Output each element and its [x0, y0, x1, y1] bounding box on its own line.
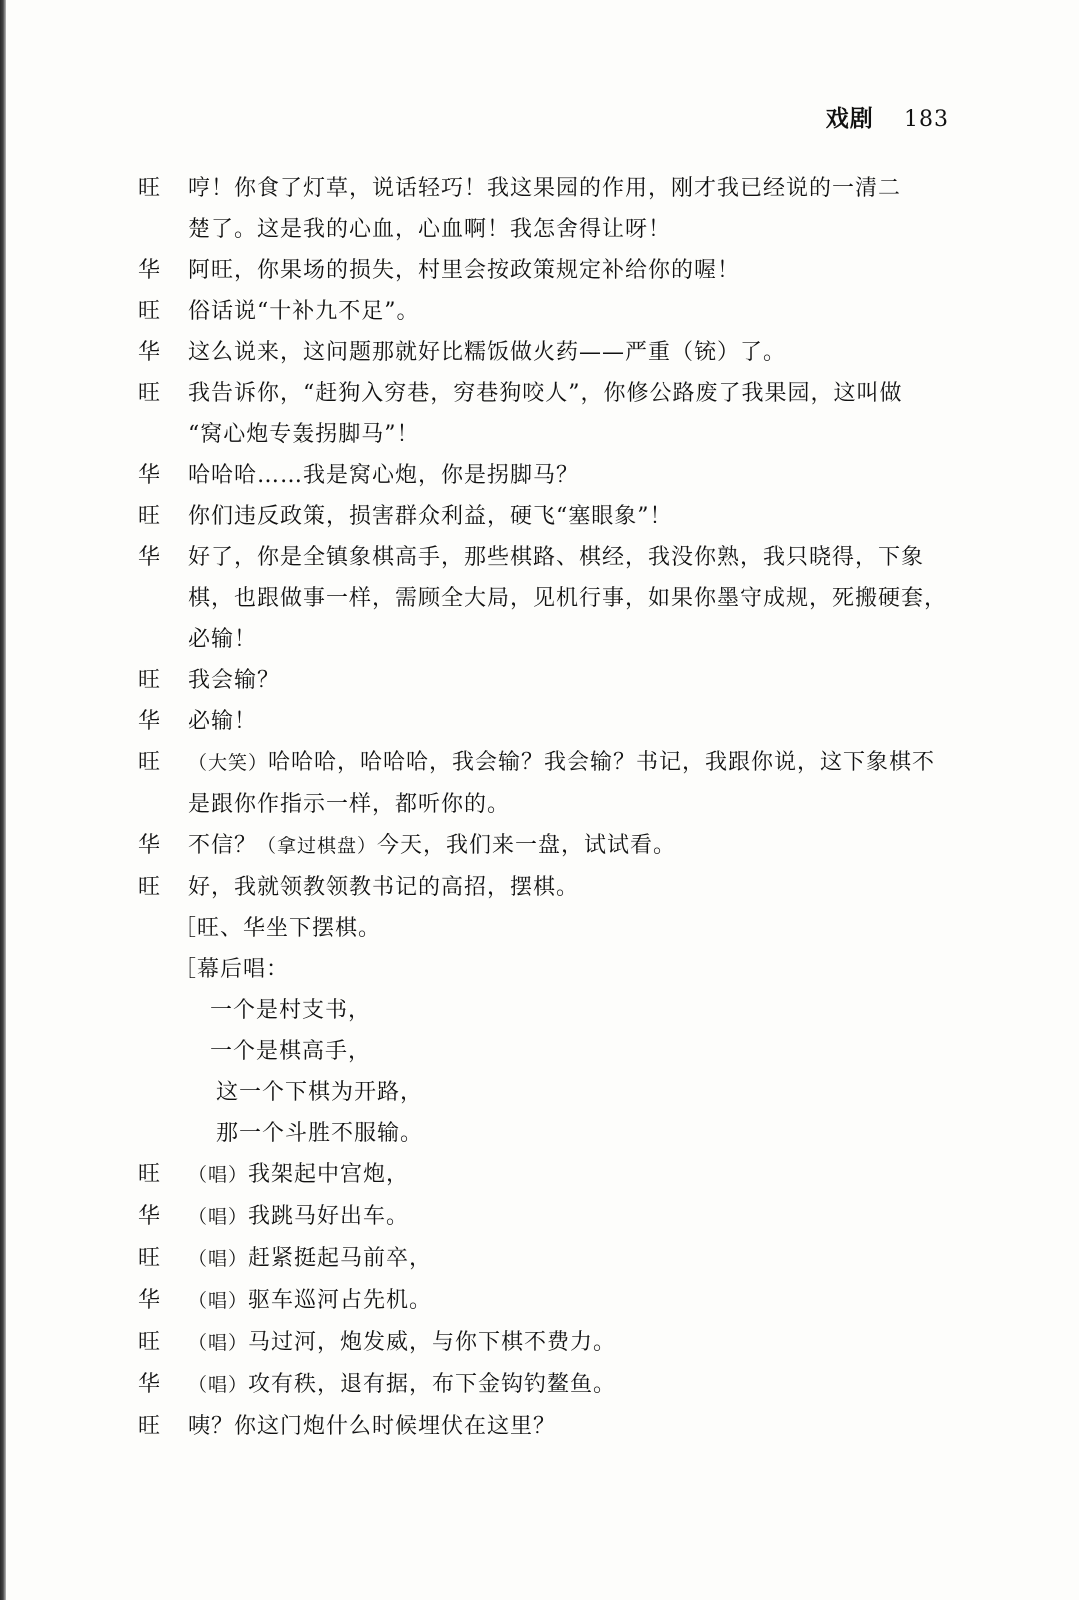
line-text: 棋，也跟做事一样，需顾全大局，见机行事，如果你墨守成规，死搬硬套，	[188, 586, 948, 611]
speaker: 华	[138, 545, 162, 570]
verse-line: 一个是棋高手，	[210, 1039, 372, 1064]
speaker: 华	[138, 709, 162, 734]
script-body	[138, 168, 958, 1447]
dialogue-line	[138, 250, 958, 291]
speaker: 华	[138, 1372, 162, 1397]
line-text: 俗话说“十补九不足”。	[188, 299, 420, 324]
line-text: 我跳马好出车。	[248, 1204, 410, 1229]
line-text: 哈哈哈……我是窝心炮，你是拐脚马？	[188, 463, 580, 488]
section-title: 戏剧	[825, 105, 874, 132]
speaker: 旺	[138, 299, 162, 324]
dialogue-line	[138, 496, 958, 537]
page-number: 183	[904, 107, 949, 132]
speaker	[138, 414, 188, 455]
stage-direction: （唱）	[188, 1164, 249, 1186]
speaker: 旺	[138, 176, 162, 201]
speaker: 旺	[138, 875, 162, 900]
speaker: 旺	[138, 1162, 162, 1187]
line-text: “窝心炮专轰拐脚马”！	[188, 422, 420, 447]
stage-direction: （唱）	[188, 1248, 249, 1270]
speaker: 旺	[138, 381, 162, 406]
dialogue-line	[138, 332, 958, 373]
page-binding-edge	[0, 0, 6, 1600]
stage-direction: （唱）	[188, 1290, 249, 1312]
speaker	[138, 784, 188, 825]
line-text: 咦？你这门炮什么时候埋伏在这里？	[188, 1414, 557, 1439]
speaker: 旺	[138, 668, 162, 693]
verse-line: 那一个斗胜不服输。	[216, 1121, 424, 1146]
dialogue-line	[138, 701, 958, 742]
speaker: 旺	[138, 1246, 162, 1271]
speaker: 旺	[138, 504, 162, 529]
line-text: 好了，你是全镇象棋高手，那些棋路、棋经，我没你熟，我只晓得，下象	[188, 545, 925, 570]
speaker: 华	[138, 463, 162, 488]
line-text: 必输！	[188, 709, 258, 734]
line-text: 不信？	[188, 833, 258, 858]
dialogue-line	[138, 825, 958, 867]
line-text: 阿旺，你果场的损失，村里会按政策规定补给你的喔！	[188, 258, 741, 283]
line-text: 这么说来，这问题那就好比糯饭做火药——严重（铳）了。	[188, 340, 787, 365]
dialogue-line	[138, 373, 958, 414]
line-text: 今天，我们来一盘，试试看。	[377, 833, 677, 858]
dialogue-line	[138, 1406, 958, 1447]
verse-line: 一个是村支书，	[210, 998, 372, 1023]
speaker: 旺	[138, 1414, 162, 1439]
speaker: 华	[138, 258, 162, 283]
speaker: 华	[138, 1204, 162, 1229]
verse-line: 这一个下棋为开路，	[216, 1080, 424, 1105]
stage-direction: （拿过棋盘）	[257, 835, 378, 857]
line-text: 你们违反政策，损害群众利益，硬飞“塞眼象”！	[188, 504, 673, 529]
speaker: 旺	[138, 750, 162, 775]
speaker	[138, 209, 188, 250]
song-line	[138, 1154, 958, 1196]
song-line	[138, 1196, 958, 1238]
stage-direction: （唱）	[188, 1206, 249, 1228]
line-text: 是跟你作指示一样，都听你的。	[188, 792, 511, 817]
line-text: 驱车巡河占先机。	[248, 1288, 433, 1313]
line-text: 哈哈哈，哈哈哈，我会输？我会输？书记，我跟你说，这下象棋不	[268, 750, 936, 775]
speaker: 华	[138, 340, 162, 365]
dialogue-line	[138, 455, 958, 496]
stage-note: ［幕后唱：	[174, 957, 290, 982]
dialogue-line	[138, 291, 958, 332]
dialogue-line	[138, 414, 958, 455]
page-header	[826, 100, 949, 133]
stage-direction: （唱）	[188, 1374, 249, 1396]
dialogue-line	[138, 537, 958, 578]
dialogue-line	[138, 742, 958, 784]
line-text: 攻有秩，退有据，布下金钩钓鳌鱼。	[248, 1372, 617, 1397]
line-text: 我架起中宫炮，	[248, 1162, 410, 1187]
line-text: 楚了。这是我的心血，心血啊！我怎舍得让呀！	[188, 217, 672, 242]
song-line	[138, 1280, 958, 1322]
dialogue-line	[138, 784, 958, 825]
dialogue-line	[138, 660, 958, 701]
dialogue-line	[138, 619, 958, 660]
line-text: 赶紧挺起马前卒，	[248, 1246, 433, 1271]
dialogue-line	[138, 578, 958, 619]
line-text: 马过河，炮发威，与你下棋不费力。	[248, 1330, 617, 1355]
dialogue-line	[138, 168, 958, 209]
stage-direction: （唱）	[188, 1332, 249, 1354]
speaker: 旺	[138, 1330, 162, 1355]
stage-note: ［旺、华坐下摆棋。	[174, 916, 382, 941]
song-line	[138, 1238, 958, 1280]
speaker	[138, 578, 188, 619]
speaker: 华	[138, 1288, 162, 1313]
song-line	[138, 1322, 958, 1364]
line-text: 哼！你食了灯草，说话轻巧！我这果园的作用，刚才我已经说的一清二	[188, 176, 902, 201]
dialogue-line	[138, 209, 958, 250]
dialogue-line	[138, 867, 958, 908]
song-line	[138, 1364, 958, 1406]
speaker: 华	[138, 833, 162, 858]
line-text: 我会输？	[188, 668, 281, 693]
stage-direction: （大笑）	[188, 752, 269, 774]
line-text: 必输！	[188, 627, 258, 652]
line-text: 好，我就领教领教书记的高招，摆棋。	[188, 875, 580, 900]
speaker	[138, 619, 188, 660]
line-text: 我告诉你，“赶狗入穷巷，穷巷狗咬人”，你修公路废了我果园，这叫做	[188, 381, 903, 406]
